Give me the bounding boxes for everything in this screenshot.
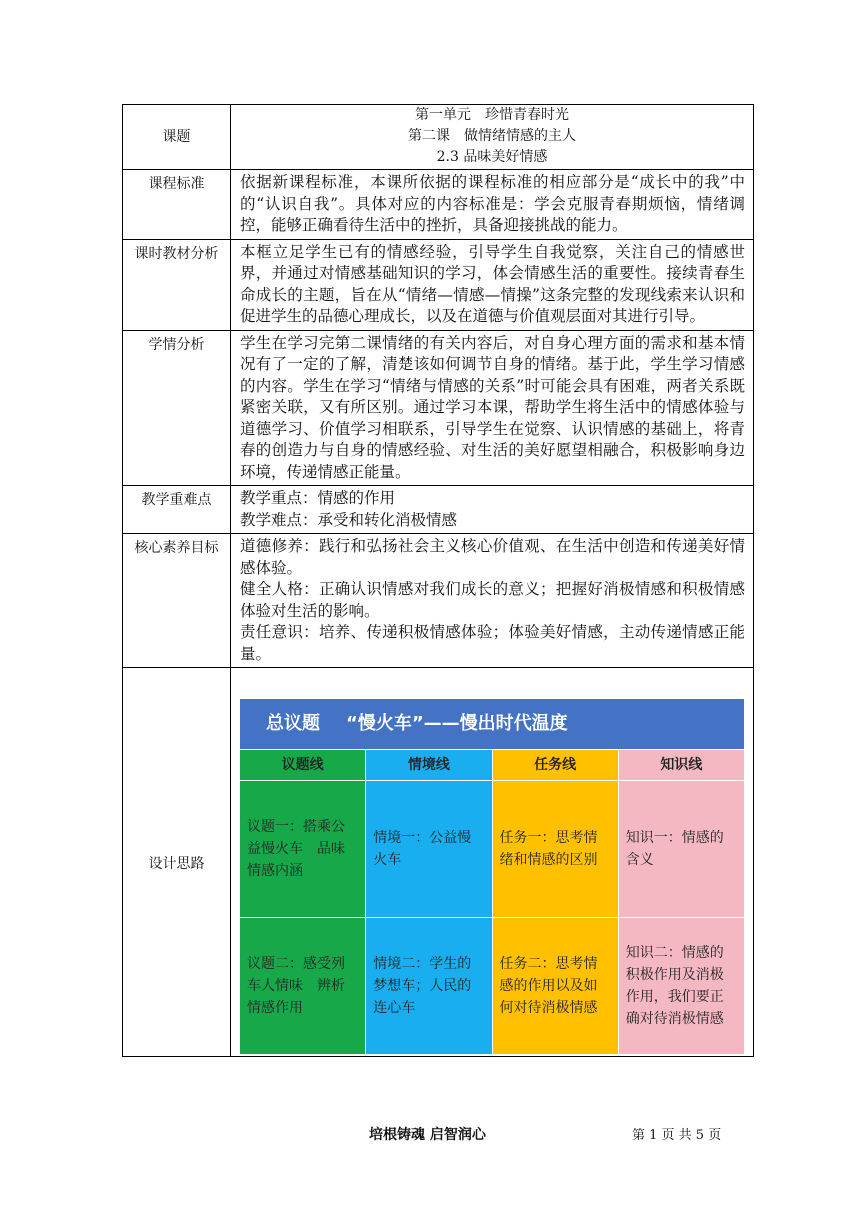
design-cell: 任务一：思考情绪和情感的区别 [492, 781, 618, 918]
design-table [239, 698, 745, 1055]
design-column-headers [240, 750, 745, 781]
design-cell: 情境一：公益慢火车 [366, 781, 492, 918]
design-row [240, 918, 745, 1055]
row-student-analysis [123, 330, 754, 486]
page-number: 第 1 页 共 5 页 [632, 1128, 722, 1143]
row-label: 设计思路 [123, 668, 231, 1057]
title-row [123, 105, 754, 170]
goal-personality: 健全人格：正确认识情感对我们成长的意义；把握好消极情感和积极情感体验对生活的影响。 [240, 580, 745, 620]
col-header: 议题线 [240, 750, 366, 781]
row-design [123, 668, 754, 1057]
design-cell: 知识一：情感的含义 [618, 781, 744, 918]
row-key-points [123, 486, 754, 534]
unit-title: 第一单元 珍惜青春时光 [415, 107, 569, 123]
col-header: 知识线 [618, 750, 744, 781]
design-cell: 情境二：学生的梦想车；人民的连心车 [366, 918, 492, 1055]
banner-right: “慢火车”——慢出时代温度 [346, 713, 568, 734]
row-content [231, 534, 754, 668]
design-banner [240, 699, 745, 750]
footer-slogan: 培根铸魂 启智润心 [369, 1127, 486, 1143]
row-label: 课时教材分析 [123, 239, 231, 330]
design-cell: 议题一：搭乘公益慢火车 品味情感内涵 [240, 781, 366, 918]
lesson-title: 第二课 做情绪情感的主人 [408, 128, 576, 144]
row-label: 核心素养目标 [123, 534, 231, 668]
row-curriculum-standard [123, 170, 754, 240]
row-content: 本框立足学生已有的情感经验，引导学生自我觉察，关注自己的情感世界，并通过对情感基础知识的学习，体会情感生活的重要性。接续青春生命成长的主题，旨在从“情绪—情感—情操”这条完整的发现线索来认识和促进学生的品德心理成长，以及在道德与价值观层面对其进行引导。 [231, 239, 754, 330]
design-content [231, 668, 754, 1057]
design-row [240, 781, 745, 918]
row-core-literacy [123, 534, 754, 668]
goal-responsibility: 责任意识：培养、传递积极情感体验；体验美好情感，主动传递情感正能量。 [240, 623, 745, 663]
row-label: 课程标准 [123, 170, 231, 240]
row-content [231, 486, 754, 534]
design-cell: 任务二：思考情感的作用以及如何对待消极情感 [492, 918, 618, 1055]
lesson-plan-table [122, 104, 754, 1057]
design-cell: 知识二：情感的积极作用及消极作用，我们要正确对待消极情感 [618, 918, 744, 1055]
row-content: 学生在学习完第二课情绪的有关内容后，对自身心理方面的需求和基本情况有了一定的了解，清楚该如何调节自身的情绪。基于此，学生学习情感的内容。学生在学习“情绪与情感的关系”时可能会具有困难，两者关系既紧密关联，又有所区别。通过学习本课，帮助学生将生活中的情感体验与道德学习、价值学习相联系，引导学生在觉察、认识情感的基础上，将青春的创造力与自身的情感经验、对生活的美好愿望相融合，积极影响身边环境，传递情感正能量。 [231, 330, 754, 486]
key-point: 教学重点：情感的作用 [240, 489, 396, 507]
row-content: 依据新课程标准，本课所依据的课程标准的相应部分是“成长中的我”中的“认识自我”。具体对应的内容标准是：学会克服青春期烦恼，情绪调控，能够正确看待生活中的挫折，具备迎接挑战的能力。 [231, 170, 754, 240]
design-graphic [239, 698, 745, 1055]
goal-moral: 道德修养：践行和弘扬社会主义核心价值观、在生活中创造和传递美好情感体验。 [240, 537, 745, 577]
col-header: 任务线 [492, 750, 618, 781]
row-label: 教学重难点 [123, 486, 231, 534]
title-content [231, 105, 754, 170]
banner-left: 总议题 [266, 713, 320, 734]
title-label: 课题 [123, 105, 231, 170]
difficult-point: 教学难点：承受和转化消极情感 [240, 510, 458, 529]
design-cell: 议题二：感受列车人情味 辨析情感作用 [240, 918, 366, 1055]
row-label: 学情分析 [123, 330, 231, 486]
col-header: 情境线 [366, 750, 492, 781]
row-textbook-analysis [123, 239, 754, 330]
section-title: 2.3 品味美好情感 [436, 149, 548, 165]
